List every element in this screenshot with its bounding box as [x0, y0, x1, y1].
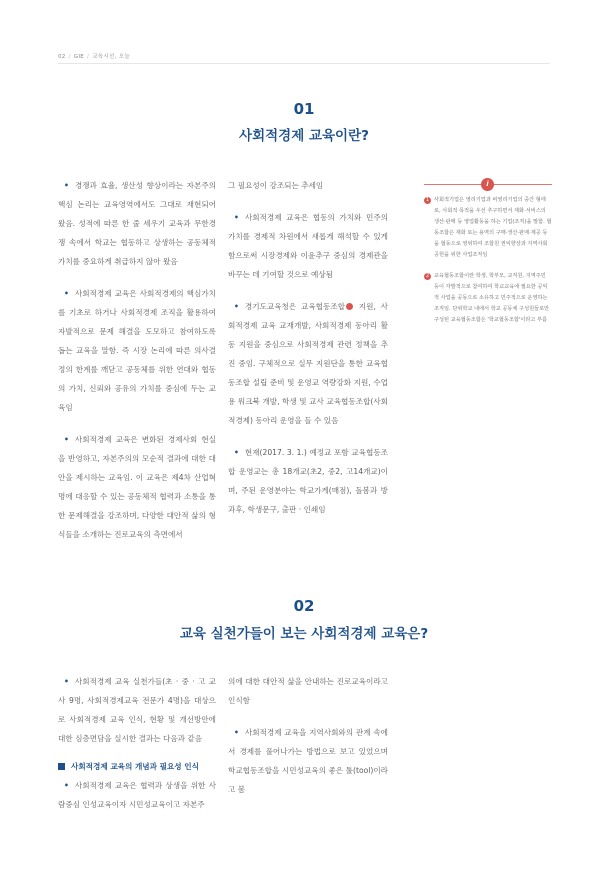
note-number: 2	[425, 274, 430, 279]
square-icon	[58, 763, 65, 770]
bullet-icon: •	[64, 677, 69, 686]
info-icon: i	[481, 178, 494, 191]
paragraph: • 사회적경제 교육은 협동의 가치와 민주의 가치를 경제적 차원에서 새롭게 해석할 수 있게 함으로써 시장경제와 이윤추구 중심의 경제관을 바꾸는 데 기여할 것으로 예상됨	[228, 213, 388, 279]
paragraph: • 사회적경제 교육을 지역사회와의 관계 속에서 경제를 풀어나가는 방법으로 보고 있었으며 학교협동조합을 시민성교육의 좋은 툴(tool)이라고 봄	[228, 728, 388, 794]
section-2-left-column	[58, 672, 216, 827]
bullet-icon: •	[234, 213, 239, 222]
header-divider	[58, 63, 550, 64]
paragraph: 의에 대한 대안적 삶을 안내하는 진로교육이라고 인식함	[228, 677, 388, 705]
paragraph: • 경기도교육청은 교육협동조합 지원, 사회적경제 교육 교재개발, 사회적경제 동아리 활동 지원을 중심으로 사회적경제 관련 정책을 추진 중임. 구체적으로 실무 지원단을 통한 교육협동조합 설립 준비 및 운영교 역량강화 지원, 수업용 워크북 개발, 학생 및 교사 교육협동조합(사회적경제) 동아리 운영을 들 수 있음	[228, 302, 389, 425]
bullet-icon: •	[64, 435, 69, 444]
bullet-icon: •	[64, 181, 69, 190]
bullet-icon: •	[64, 289, 69, 298]
paragraph: • 경쟁과 효율, 생산성 향상이라는 자본주의 핵심 논리는 교육영역에서도 그대로 재현되어 왔음. 성적에 따른 한 줄 세우기 교육과 무한경쟁 속에서 학교는 협동하고 상생하는 공동체적 가치를 중요하게 취급하지 않아 왔음	[58, 181, 216, 266]
bullet-icon: •	[234, 448, 239, 457]
section-1-right-column	[228, 176, 388, 532]
bullet-icon: •	[234, 728, 239, 737]
side-notes	[424, 180, 552, 336]
section-2-right-column	[228, 672, 388, 812]
paragraph: • 현재(2017. 3. 1.) 예정교 포함 교육협동조합 운영교는 총 18개교(초2, 중2, 고14개교)이며, 주된 운영분야는 학교가게(매점), 돌봄과 방과후, 학생문구, 출판 · 인쇄임	[228, 448, 388, 514]
page-number: 02	[58, 54, 66, 60]
section-1-title: 사회적경제 교육이란?	[239, 128, 369, 144]
section-1-number: 01	[293, 100, 315, 118]
bullet-icon: •	[64, 781, 69, 790]
note-item: 1 사회적기업은 영리기업과 비영리기업의 중간 형태로, 사회적 목적을 우선 추구하면서 재화·서비스의 생산·판매 등 영업활동을 하는 기업(조직)을 말함. 협동조합은 재화 또는 용역의 구매·생산·판매·제공 등을 협동으로 영위하여 조합원 권익향상과 지역사회 공헌을 위한 사업조직임	[425, 197, 552, 258]
section-2-title: 교육 실천가들이 보는 사회적경제 교육은?	[179, 626, 429, 642]
section-1-left-column	[58, 176, 216, 557]
note-number: 1	[425, 198, 430, 203]
section-2-number: 02	[293, 597, 315, 615]
paragraph: • 사회적경제 교육은 변화된 경제사회 현실을 반영하고, 자본주의의 모순적 결과에 대한 대안을 제시하는 교육임. 이 교육은 제4차 산업혁명에 대응할 수 있는 공동체적 협력과 소통을 통한 문제해결을 강조하며, 다양한 대안적 삶의 형식들을 소개하는 진로교육의 측면에서	[58, 435, 216, 539]
paragraph: • 사회적경제 교육 실천가들(초 · 중 · 고 교사 9명, 사회적경제교육 전문가 4명)을 대상으로 사회적경제 교육 인식, 현황 및 개선방안에 대한 심층면담을 실시한 결과는 다음과 같음	[58, 677, 216, 743]
paragraph: 그 필요성이 강조되는 추세임	[228, 181, 324, 190]
footnote-marker-icon	[346, 303, 353, 310]
running-header: 02 / GIE / 교육시선, 오늘	[58, 54, 130, 60]
paragraph: • 사회적경제 교육은 협력과 상생을 위한 사람중심 인성교육이자 시민성교육이고 자본주	[58, 781, 216, 809]
bullet-icon: •	[234, 302, 239, 311]
brand-label: GIE	[73, 54, 85, 60]
section-label: 교육시선, 오늘	[92, 54, 130, 60]
paragraph: • 사회적경제 교육은 사회적경제의 핵심가치를 기초로 하거나 사회적경제 조직을 활용하여 자발적으로 문제 해결을 도모하고 참여하도록 돕는 교육을 말함. 즉 시장 논리에 따른 의사결정의 한계를 깨닫고 공동체를 위한 연대와 협동의 가치, 신뢰와 공유의 가치를 중심에 두는 교육임	[58, 289, 216, 412]
subheading: 사회적경제 교육의 개념과 필요성 인식	[58, 757, 216, 776]
note-item: 2 교육협동조합이란 학생, 학부모, 교직원, 지역주민 등이 자발적으로 참여하여 학교교육에 필요한 공익적 사업을 공동으로 소유하고 민주적으로 운영하는 조직임. 단위학교 내에서 학교 공동체 구성원들로만 구성된 교육협동조합은 '학교협동조합'이라고 부름	[425, 273, 550, 323]
